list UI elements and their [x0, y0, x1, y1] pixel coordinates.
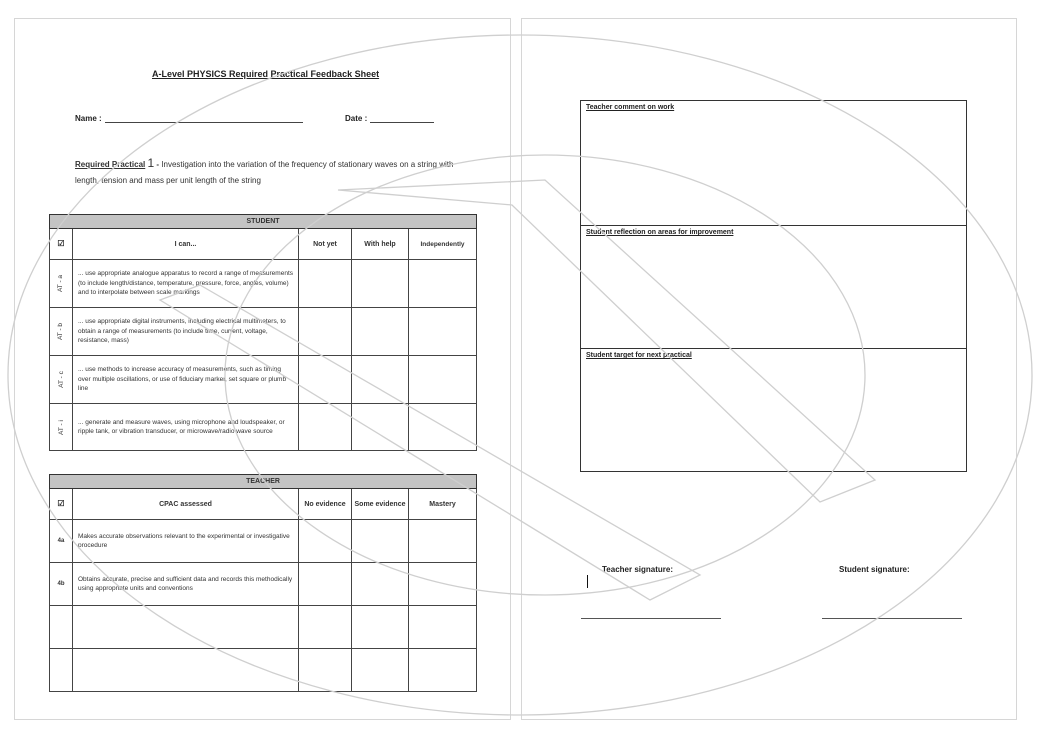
text-cursor	[587, 575, 588, 588]
no-evidence-cell[interactable]	[299, 563, 352, 606]
row-code	[50, 356, 73, 404]
student-signature-line[interactable]	[822, 618, 962, 619]
some-evidence-cell[interactable]	[352, 520, 409, 563]
with-help-cell[interactable]	[352, 404, 409, 451]
required-practical	[75, 155, 477, 189]
row-description: ... use methods to increase accuracy of measurements, such as timing over multiple oscillations, or use of fiduciary marker, set square or plumb line	[73, 356, 299, 404]
no-evidence-cell[interactable]	[299, 606, 352, 649]
mastery-cell[interactable]	[409, 649, 477, 692]
teacher-banner: TEACHER	[50, 475, 477, 489]
header-mastery: Mastery	[409, 489, 477, 520]
not-yet-cell[interactable]	[299, 404, 352, 451]
teacher-check-header	[50, 489, 73, 520]
required-practical-separator: -	[154, 160, 162, 169]
not-yet-cell[interactable]	[299, 260, 352, 308]
date-label: Date :	[345, 114, 368, 123]
table-row	[50, 260, 477, 308]
name-line[interactable]	[105, 115, 303, 123]
row-description: Makes accurate observations relevant to the experimental or investigative procedure	[73, 520, 299, 563]
header-independently: Independently	[409, 229, 477, 260]
required-practical-number: 1	[147, 156, 155, 170]
student-banner: STUDENT	[50, 215, 477, 229]
table-row	[50, 649, 477, 692]
checkbox-icon: ☑	[57, 239, 65, 248]
mastery-cell[interactable]	[409, 563, 477, 606]
table-row	[50, 308, 477, 356]
row-code-text: AT - i	[57, 419, 65, 435]
teacher-comment-label: Teacher comment on work	[586, 104, 675, 111]
with-help-cell[interactable]	[352, 308, 409, 356]
row-code: 4b	[50, 563, 73, 606]
some-evidence-cell[interactable]	[352, 606, 409, 649]
teacher-signature-line[interactable]	[581, 618, 721, 619]
row-description: ... use appropriate digital instruments, including electrical multimeters, to obtain a range of measurements (to include time, current, voltage, resistance, mass)	[73, 308, 299, 356]
no-evidence-cell[interactable]	[299, 649, 352, 692]
some-evidence-cell[interactable]	[352, 649, 409, 692]
student-check-header	[50, 229, 73, 260]
date-line[interactable]	[370, 115, 434, 123]
student-reflection-label: Student reflection on areas for improvement	[586, 229, 734, 236]
row-description: ... use appropriate analogue apparatus to record a range of measurements (to include length/distance, temperature, pressure, force, angles, volume) and to interpolate between scale markings	[73, 260, 299, 308]
independently-cell[interactable]	[409, 404, 477, 451]
table-row	[50, 356, 477, 404]
header-some-evidence: Some evidence	[352, 489, 409, 520]
header-with-help: With help	[352, 229, 409, 260]
not-yet-cell[interactable]	[299, 356, 352, 404]
no-evidence-cell[interactable]	[299, 520, 352, 563]
row-code	[50, 308, 73, 356]
required-practical-label: Required Practical	[75, 160, 146, 169]
required-practical-description: Investigation into the variation of the frequency of stationary waves on a string with length, tension and mass per unit length of the string	[75, 160, 454, 185]
row-description[interactable]	[73, 606, 299, 649]
student-target-box[interactable]	[580, 348, 967, 472]
student-reflection-box[interactable]	[580, 225, 967, 349]
name-label: Name :	[75, 114, 102, 123]
row-code: 4a	[50, 520, 73, 563]
with-help-cell[interactable]	[352, 260, 409, 308]
row-code-text: AT - c	[57, 371, 65, 388]
header-no-evidence: No evidence	[299, 489, 352, 520]
student-target-label: Student target for next practical	[586, 352, 692, 359]
row-description: ... generate and measure waves, using microphone and loudspeaker, or ripple tank, or vibration transducer, or microwave/radio wave source	[73, 404, 299, 451]
checkbox-icon: ☑	[57, 499, 65, 508]
teacher-table	[49, 474, 477, 692]
header-not-yet: Not yet	[299, 229, 352, 260]
row-code-text: AT - a	[57, 274, 65, 293]
teacher-signature-label: Teacher signature:	[602, 565, 673, 574]
table-row	[50, 520, 477, 563]
row-code	[50, 649, 73, 692]
header-i-can: I can...	[73, 229, 299, 260]
row-description[interactable]	[73, 649, 299, 692]
table-row	[50, 563, 477, 606]
mastery-cell[interactable]	[409, 606, 477, 649]
independently-cell[interactable]	[409, 308, 477, 356]
student-table	[49, 214, 477, 451]
mastery-cell[interactable]	[409, 520, 477, 563]
some-evidence-cell[interactable]	[352, 563, 409, 606]
table-row	[50, 404, 477, 451]
independently-cell[interactable]	[409, 356, 477, 404]
with-help-cell[interactable]	[352, 356, 409, 404]
name-field[interactable]	[75, 114, 303, 123]
row-code	[50, 606, 73, 649]
header-cpac-assessed: CPAC assessed	[73, 489, 299, 520]
not-yet-cell[interactable]	[299, 308, 352, 356]
student-signature-label: Student signature:	[839, 565, 910, 574]
document-title: A-Level PHYSICS Required Practical Feedback Sheet	[152, 69, 380, 79]
teacher-comment-box[interactable]	[580, 100, 967, 226]
table-row	[50, 606, 477, 649]
row-code	[50, 404, 73, 451]
row-code	[50, 260, 73, 308]
independently-cell[interactable]	[409, 260, 477, 308]
date-field[interactable]	[345, 114, 434, 123]
row-description: Obtains accurate, precise and sufficient data and records this methodically using appropriate units and conventions	[73, 563, 299, 606]
row-code-text: AT - b	[57, 322, 65, 341]
